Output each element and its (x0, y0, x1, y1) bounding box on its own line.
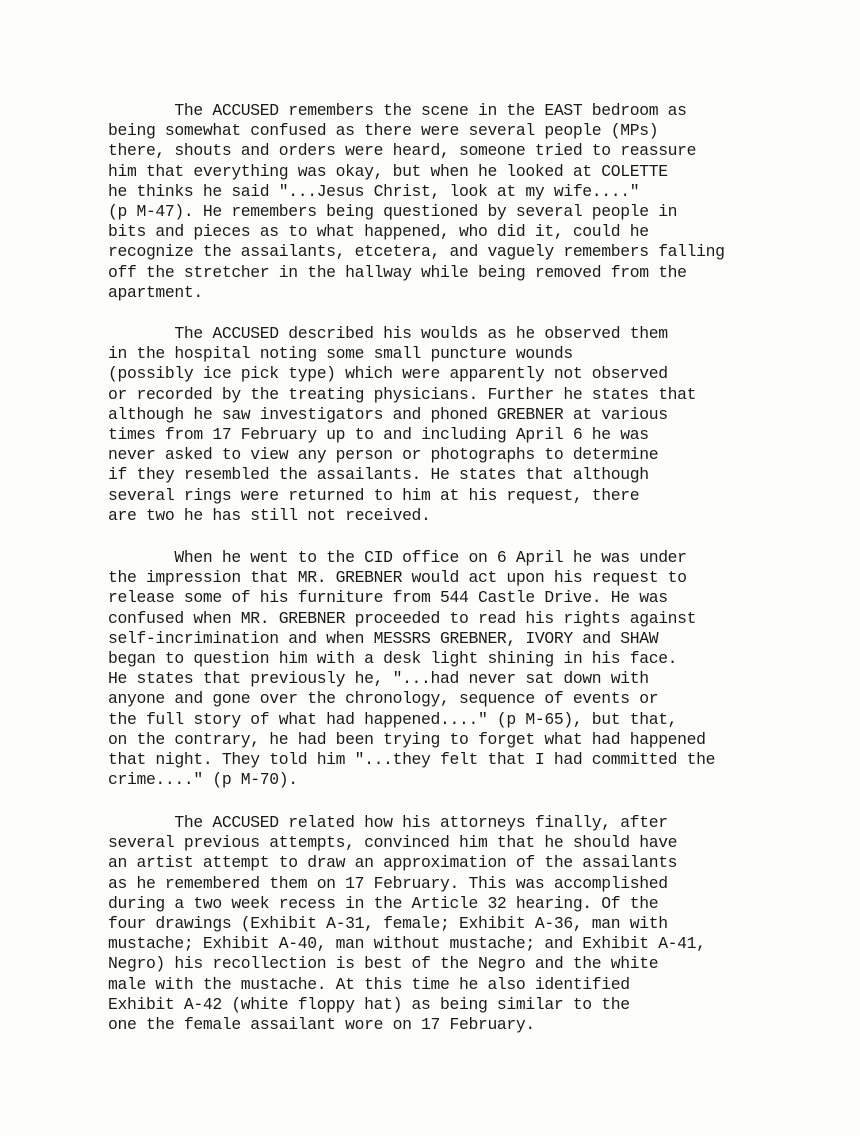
text-line: several previous attempts, convinced him that he should have (108, 833, 678, 853)
text-line: male with the mustache. At this time he also identified (108, 974, 630, 994)
text-line: Negro) his recollection is best of the Negro and the white (108, 954, 659, 974)
paragraph-cid-office-visit (108, 548, 808, 790)
text-line: release some of his furniture from 544 Castle Drive. He was (108, 588, 668, 608)
text-line: an artist attempt to draw an approximation of the assailants (108, 853, 678, 873)
text-line: mustache; Exhibit A-40, man without mustache; and Exhibit A-41, (108, 934, 706, 954)
text-line: confused when MR. GREBNER proceeded to read his rights against (108, 608, 697, 628)
paragraph-artist-drawings (108, 813, 808, 1035)
text-line: there, shouts and orders were heard, someone tried to reassure (108, 141, 697, 161)
text-line: off the stretcher in the hallway while being removed from the (108, 262, 687, 282)
text-line: The ACCUSED related how his attorneys finally, after (108, 813, 668, 832)
text-line: although he saw investigators and phoned GREBNER at various (108, 404, 668, 424)
text-line: as he remembered them on 17 February. This was accomplished (108, 873, 668, 893)
text-line: began to question him with a desk light shining in his face. (108, 648, 678, 668)
text-line: if they resembled the assailants. He states that although (108, 465, 649, 485)
text-line: several rings were returned to him at his request, there (108, 485, 640, 505)
text-line: When he went to the CID office on 6 April he was under (108, 548, 687, 567)
text-line: or recorded by the treating physicians. Further he states that (108, 384, 697, 404)
text-line: anyone and gone over the chronology, sequence of events or (108, 689, 659, 709)
text-line: four drawings (Exhibit A-31, female; Exhibit A-36, man with (108, 913, 668, 933)
text-line: (possibly ice pick type) which were apparently not observed (108, 364, 668, 384)
text-line: He states that previously he, "...had never sat down with (108, 669, 649, 689)
text-line: one the female assailant wore on 17 February. (108, 1014, 535, 1034)
text-line: bits and pieces as to what happened, who did it, could he (108, 222, 649, 242)
text-line: crime...." (p M-70). (108, 770, 298, 790)
text-line: during a two week recess in the Article 32 hearing. Of the (108, 893, 659, 913)
paragraph-scene-recollection (108, 101, 808, 303)
text-line: in the hospital noting some small puncture wounds (108, 344, 573, 364)
text-line: times from 17 February up to and including April 6 he was (108, 424, 649, 444)
text-line: the impression that MR. GREBNER would act upon his request to (108, 568, 687, 588)
text-line: Exhibit A-42 (white floppy hat) as being similar to the (108, 994, 630, 1014)
text-line: The ACCUSED remembers the scene in the EAST bedroom as (108, 101, 687, 120)
text-line: on the contrary, he had been trying to forget what had happened (108, 729, 706, 749)
text-line: apartment. (108, 282, 203, 302)
text-line: being somewhat confused as there were several people (MPs) (108, 121, 659, 141)
text-line: self-incrimination and when MESSRS GREBNER, IVORY and SHAW (108, 628, 659, 648)
text-line: that night. They told him "...they felt that I had committed the (108, 749, 716, 769)
text-line: never asked to view any person or photographs to determine (108, 445, 659, 465)
text-line: he thinks he said "...Jesus Christ, look at my wife...." (108, 181, 640, 201)
text-line: the full story of what had happened...." (p M-65), but that, (108, 709, 678, 729)
text-line: (p M-47). He remembers being questioned by several people in (108, 201, 678, 221)
paragraph-wounds-description (108, 324, 808, 526)
text-line: recognize the assailants, etcetera, and vaguely remembers falling (108, 242, 725, 262)
text-line: are two he has still not received. (108, 505, 431, 525)
text-line: The ACCUSED described his woulds as he observed them (108, 324, 668, 343)
text-line: him that everything was okay, but when he looked at COLETTE (108, 161, 668, 181)
